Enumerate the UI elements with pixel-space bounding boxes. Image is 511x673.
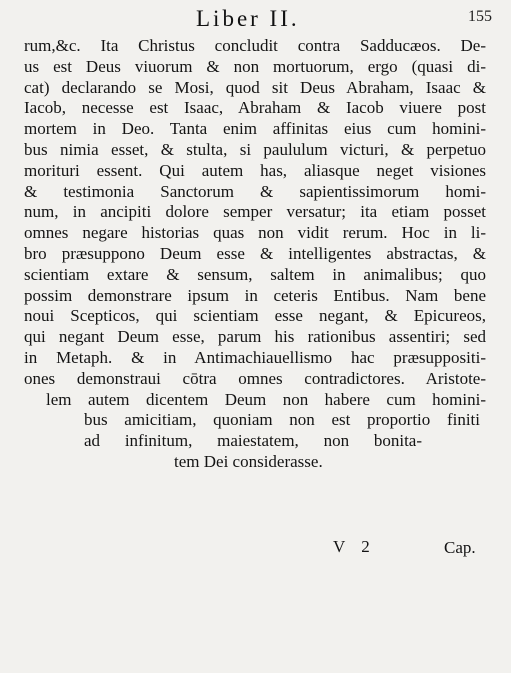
body-text <box>24 36 494 473</box>
text-line: ad infinitum, maiestatem, non bonita- <box>84 431 422 451</box>
text-line: tem Dei considerasse. <box>174 451 323 471</box>
text-line: in Metaph. & in Antimachiauellismo hac præsuppositi- <box>24 347 486 367</box>
text-line: Iacob, necesse est Isaac, Abraham & Iacob viuere post <box>24 98 486 118</box>
text-line: scientiam extare & sensum, saltem in animalibus; quo <box>24 264 486 284</box>
page-number: 155 <box>468 8 492 25</box>
text-line: ones demonstraui cōtra omnes contradictores. Aristote- <box>24 368 486 388</box>
text-line: mortem in Deo. Tanta enim affinitas eius cum homini- <box>24 119 486 139</box>
text-line: lem autem dicentem Deum non habere cum homini- <box>46 389 486 409</box>
text-line: & testimonia Sanctorum & sapientissimorum homi- <box>24 181 486 201</box>
text-line: morituri essent. Qui autem has, aliasque neget visiones <box>24 160 486 180</box>
text-line: bus nimia esset, & stulta, si paululum victuri, & perpetuo <box>24 139 486 159</box>
text-line: num, in ancipiti dolore semper versatur; ita etiam posset <box>24 202 486 222</box>
running-title: Liber II. <box>196 6 300 31</box>
text-line: possim demonstrare ipsum in ceteris Entibus. Nam bene <box>24 285 486 305</box>
text-line: us est Deus viuorum & non mortuorum, ergo (quasi di- <box>24 56 486 76</box>
text-line: cat) declarando se Mosi, quod sit Deus Abraham, Isaac & <box>24 77 486 97</box>
text-line: bro præsuppono Deum esse & intelligentes abstractas, & <box>24 243 486 263</box>
text-line: qui negant Deum esse, parum his rationibus assentiri; sed <box>24 327 486 347</box>
catchword: Cap. <box>444 538 476 557</box>
signature-mark: V 2 <box>333 537 376 556</box>
text-line: omnes negare historias quas non vidit rerum. Hoc in li- <box>24 223 486 243</box>
text-line: bus amicitiam, quoniam non est proportio finiti <box>84 410 480 430</box>
text-line: noui Scepticos, qui scientiam esse negant, & Epicureos, <box>24 306 486 326</box>
text-line: rum,&c. Ita Christus concludit contra Sadducæos. De- <box>24 36 486 55</box>
